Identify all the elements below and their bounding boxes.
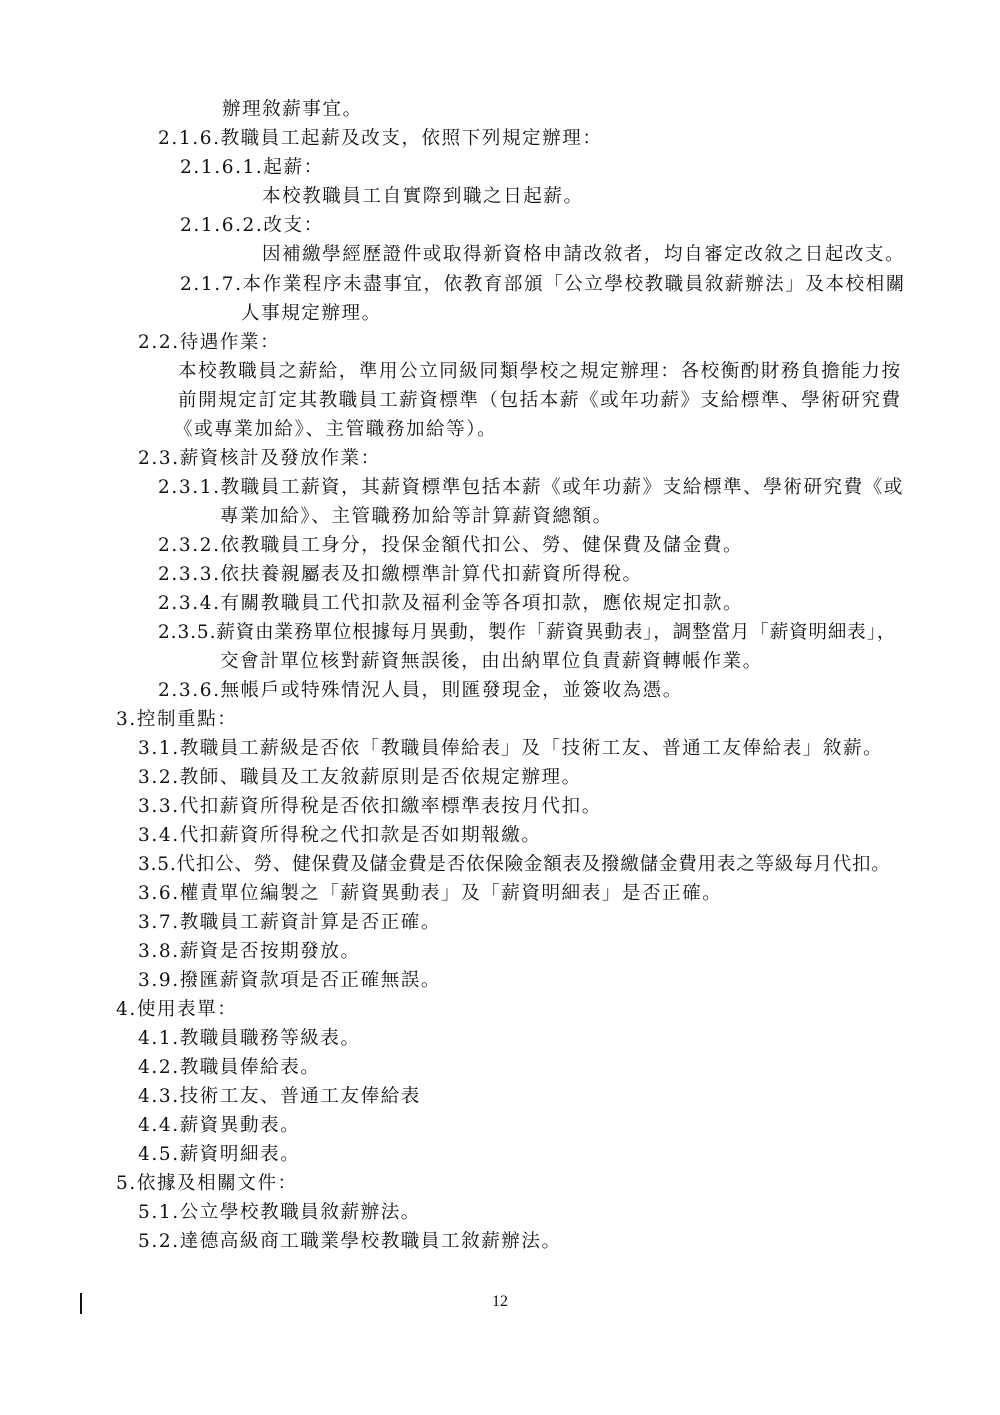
page-number: 12 (492, 1293, 508, 1310)
text-line: 前開規定訂定其教職員工薪資標準（包括本薪《或年功薪》支給標準、學術研究費 (178, 390, 902, 411)
text-line: 人事規定辦理。 (241, 303, 382, 324)
text-line: 4.4.薪資異動表。 (138, 1115, 301, 1136)
text-line: 3.3.代扣薪資所得稅是否依扣繳率標準表按月代扣。 (138, 796, 602, 817)
text-line: 3.2.教師、職員及工友敘薪原則是否依規定辦理。 (138, 767, 582, 788)
text-line: 2.3.2.依教職員工身分，投保金額代扣公、勞、健保費及儲金費。 (158, 535, 744, 556)
text-line: 2.1.6.1.起薪： (180, 157, 324, 178)
text-line: 交會計單位核對薪資無誤後，由出納單位負責薪資轉帳作業。 (220, 651, 763, 672)
text-line: 3.5.代扣公、勞、健保費及儲金費是否依保險金額表及撥繳儲金費用表之等級每月代扣。 (138, 854, 891, 875)
text-line: 4.3.技術工友、普通工友俸給表 (138, 1086, 421, 1107)
text-line: 2.3.薪資核計及發放作業： (138, 448, 381, 469)
text-line: 4.2.教職員俸給表。 (138, 1057, 321, 1078)
text-line: 3.7.教職員工薪資計算是否正確。 (138, 912, 442, 933)
text-line: 2.3.5.薪資由業務單位根據每月異動，製作「薪資異動表」，調整當月「薪資明細表」， (158, 622, 897, 643)
text-line: 5.依據及相關文件： (116, 1173, 298, 1194)
text-line: 3.6.權責單位編製之「薪資異動表」及「薪資明細表」是否正確。 (138, 883, 723, 904)
text-line: 3.控制重點： (116, 709, 238, 730)
text-line: 4.1.教職員職務等級表。 (138, 1028, 361, 1049)
text-line: 5.1.公立學校教職員敘薪辦法。 (138, 1202, 421, 1223)
text-line: 專業加給》、主管職務加給等計算薪資總額。 (220, 506, 613, 527)
text-line: 4.5.薪資明細表。 (138, 1144, 301, 1165)
text-line: 2.3.4.有關教職員工代扣款及福利金等各項扣款，應依規定扣款。 (158, 593, 744, 614)
text-line: 本校教職員之薪給，準用公立同級同類學校之規定辦理：各校衡酌財務負擔能力按 (178, 361, 902, 382)
text-line: 3.9.撥匯薪資款項是否正確無誤。 (138, 970, 442, 991)
text-line: 2.3.6.無帳戶或特殊情況人員，則匯發現金，並簽收為憑。 (158, 680, 683, 701)
text-line: 2.2.待遇作業： (138, 332, 281, 353)
text-line: 2.1.6.2.改支： (180, 215, 324, 236)
text-line: 3.8.薪資是否按期發放。 (138, 941, 361, 962)
text-line: 2.1.6.教職員工起薪及改支，依照下列規定辦理： (158, 128, 603, 149)
text-line: 2.3.1.教職員工薪資，其薪資標準包括本薪《或年功薪》支給標準、學術研究費《或 (158, 477, 904, 498)
text-line: 本校教職員工自實際到職之日起薪。 (262, 186, 584, 207)
text-line: 《或專業加給》、主管職務加給等）。 (174, 419, 498, 440)
text-line: 3.1.教職員工薪級是否依「教職員俸給表」及「技術工友、普通工友俸給表」敘薪。 (138, 738, 884, 759)
text-line: 2.3.3.依扶養親屬表及扣繳標準計算代扣薪資所得稅。 (158, 564, 643, 585)
text-line: 4.使用表單： (116, 999, 238, 1020)
text-line: 5.2.達德高級商工職業學校教職員工敘薪辦法。 (138, 1231, 562, 1252)
text-line: 辦理敘薪事宜。 (222, 99, 363, 120)
text-line: 3.4.代扣薪資所得稅之代扣款是否如期報繳。 (138, 825, 542, 846)
text-line: 2.1.7.本作業程序未盡事宜，依教育部頒「公立學校教職員敘薪辦法」及本校相關 (180, 274, 906, 295)
text-line: 因補繳學經歷證件或取得新資格申請改敘者，均自審定改敘之日起改支。 (262, 244, 906, 265)
